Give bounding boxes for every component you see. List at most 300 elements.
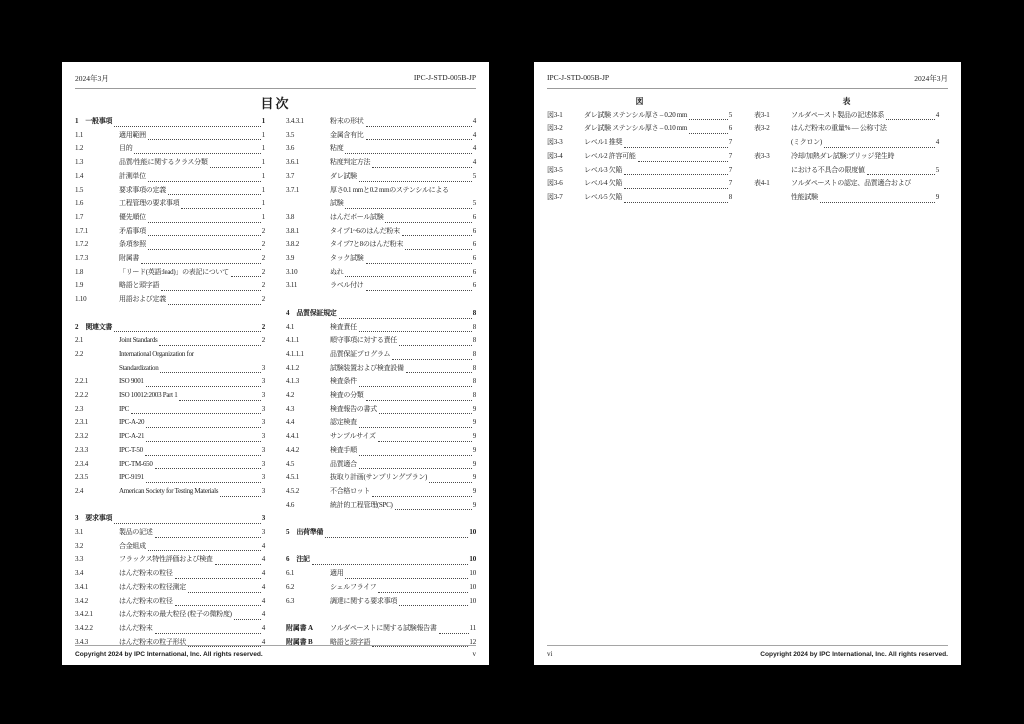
toc-entry: [286, 416, 476, 430]
dot-leader: [141, 263, 261, 264]
entry-number: 2.3.4: [75, 459, 89, 468]
toc-entry: [754, 122, 939, 149]
dot-leader: [325, 537, 468, 538]
toc-entry-line: 目的 1: [119, 144, 265, 153]
entry-number: 図3-6: [547, 179, 563, 188]
dot-leader: [689, 133, 727, 134]
entry-number: 2.2.1: [75, 377, 89, 386]
dot-leader: [345, 578, 468, 579]
entry-number: 1.7.2: [75, 240, 89, 249]
toc-entry: [286, 184, 476, 211]
toc-entry: [286, 622, 476, 636]
dot-leader: [359, 468, 472, 469]
toc-entry: [75, 485, 265, 499]
entry-number: 5: [286, 528, 290, 537]
dot-leader: [395, 509, 472, 510]
toc-entry-line: 出荷準備 10: [296, 528, 476, 537]
entry-number: 図3-5: [547, 165, 563, 174]
toc-entry-line: レベル2 許容可能 7: [584, 151, 732, 160]
toc-entry: [75, 608, 265, 622]
entry-number: 1.10: [75, 295, 87, 304]
toc-entry: [75, 471, 265, 485]
entry-number: 4.1.1: [286, 336, 300, 345]
dot-leader: [339, 318, 472, 319]
toc-entry: [75, 238, 265, 252]
dot-leader: [372, 496, 472, 497]
entry-number: 3.4.1: [75, 582, 89, 591]
tables-list: [754, 109, 939, 205]
toc-entry: [75, 553, 265, 567]
dot-leader: [155, 633, 261, 634]
entry-number: 3.4: [75, 569, 84, 578]
dot-leader: [867, 174, 935, 175]
header-doc-id: IPC-J-STD-005B-JP: [547, 73, 610, 82]
toc-entry-line: ダレ試験 5: [330, 171, 476, 180]
toc-entry-line: 調達に関する要求事項 10: [330, 596, 476, 605]
entry-number: 3.4.3: [75, 637, 89, 646]
toc-entry-line: サンプルサイズ 9: [330, 432, 476, 441]
toc-entry: [75, 622, 265, 636]
toc-entry-line: 冷却/加熱ダレ試験:ブリッジ発生時: [791, 151, 895, 160]
toc-entry-line: Standardization 3: [119, 363, 265, 372]
toc-entry-line: はんだ粉末の粒径測定 4: [119, 582, 265, 591]
figures-heading: 図: [635, 97, 644, 106]
entry-number: 2.3.5: [75, 473, 89, 482]
entry-number: 2.2.2: [75, 391, 89, 400]
toc-entry-line: 粘度 4: [330, 144, 476, 153]
entry-number: 3.4.3.1: [286, 117, 304, 125]
toc-entry: [754, 150, 939, 177]
dot-leader: [624, 147, 728, 148]
toc-entry-line: はんだボール試験 6: [330, 212, 476, 221]
toc-entry-line: American Society for Testing Materials 3: [119, 486, 265, 495]
toc-entry-line: 検査条件 8: [330, 377, 476, 386]
entry-number: 3.4.2.1: [75, 610, 93, 619]
copyright-notice: Copyright 2024 by IPC International, Inc. All rights reserved.: [760, 651, 948, 658]
entry-number: 4.1.1.1: [286, 349, 304, 358]
toc-entry-line: 粘度判定方法 4: [330, 158, 476, 167]
dot-leader: [624, 188, 728, 189]
toc-entry: [547, 109, 732, 123]
entry-number: 1.4: [75, 171, 84, 180]
toc-entry: [286, 142, 476, 156]
toc-entry-line: ラベル付け 6: [330, 281, 476, 290]
dot-leader: [405, 249, 472, 250]
toc-entry-line: 注記 10: [296, 555, 476, 564]
entry-number: 1.1: [75, 130, 84, 139]
dot-leader: [378, 592, 468, 593]
entry-number: 6: [286, 555, 290, 564]
toc-entry-line: ソルダペーストの認定、品質適合および: [791, 179, 911, 188]
toc-entry-line: レベル3 欠陥 7: [584, 165, 732, 174]
entry-number: 3.2: [75, 541, 84, 550]
dot-leader: [359, 455, 472, 456]
toc-entry-line: タイプ1~6のはんだ粉末 6: [330, 226, 476, 235]
entry-number: 4.4.2: [286, 445, 300, 454]
toc-entry: [75, 512, 265, 526]
page-header: [547, 70, 948, 84]
entry-number: 3.7.1: [286, 185, 300, 194]
entry-number: 2.3.3: [75, 445, 89, 454]
toc-entry-line: 製品の記述 3: [119, 528, 265, 537]
toc-entry-line: 「リード(英語:lead)」の表記について 2: [119, 267, 265, 276]
toc-entry-line: レベル5 欠陥 8: [584, 192, 732, 201]
toc-entry: [75, 375, 265, 389]
entry-number: 図3-4: [547, 151, 563, 160]
toc-entry: [547, 191, 732, 205]
toc-entry-line: 抜取り計画(サンプリングプラン) 9: [330, 473, 476, 482]
toc-entry: [286, 458, 476, 472]
dot-leader: [148, 249, 261, 250]
toc-entry: [286, 115, 476, 129]
entry-number: 1.3: [75, 158, 84, 167]
entry-number: 4.1: [286, 322, 295, 331]
dot-leader: [145, 455, 261, 456]
page-header: [75, 70, 476, 84]
entry-number: 1.7.3: [75, 254, 89, 263]
dot-leader: [220, 496, 261, 497]
entry-number: 3.10: [286, 267, 298, 276]
entry-number: 3.9: [286, 254, 295, 263]
toc-entry-line: 検査責任 8: [330, 322, 476, 331]
dot-leader: [148, 222, 261, 223]
toc-entry-line: 性能試験 9: [791, 192, 939, 201]
dot-leader: [114, 126, 261, 127]
dot-leader: [392, 359, 471, 360]
toc-entry: [286, 334, 476, 348]
dot-leader: [385, 222, 471, 223]
toc-entry: [286, 225, 476, 239]
entry-number: 表3-3: [754, 151, 770, 160]
dot-leader: [366, 400, 472, 401]
toc-entry-line: における不具合の限度値 5: [791, 165, 939, 174]
toc-entry-line: 粉末の形状 4: [330, 117, 476, 125]
toc-entry-line: はんだ粉末の粒子形状 4: [119, 637, 265, 646]
toc-entry-line: 計測単位 1: [119, 171, 265, 180]
toc-entry: [75, 279, 265, 293]
toc-entry: [286, 170, 476, 184]
dot-leader: [146, 427, 260, 428]
toc-entry: [286, 403, 476, 417]
toc-entry: [286, 252, 476, 266]
toc-entry: [75, 430, 265, 444]
tables-column: [754, 95, 939, 205]
copyright-notice: Copyright 2024 by IPC International, Inc. All rights reserved.: [75, 651, 263, 658]
right-page: [534, 62, 961, 665]
dot-leader: [231, 276, 261, 277]
header-rule: [547, 88, 948, 89]
toc-entry-line: 試験装置および検査設備 8: [330, 363, 476, 372]
entry-number: 4.6: [286, 500, 295, 509]
toc-entry-line: はんだ粉末の重量% — 公称寸法: [791, 124, 887, 133]
dot-leader: [359, 181, 472, 182]
toc-entry: [547, 164, 732, 178]
dot-leader: [148, 550, 261, 551]
toc-entry-line: Joint Standards 2: [119, 336, 265, 345]
dot-leader: [131, 413, 261, 414]
toc-entry: [286, 348, 476, 362]
dot-leader: [378, 441, 472, 442]
toc-entry-line: 附属書 2: [119, 254, 265, 263]
entry-number: 3.1: [75, 528, 84, 537]
dot-leader: [312, 564, 469, 565]
toc-entry: [286, 471, 476, 485]
dot-leader: [159, 345, 260, 346]
toc-title: 目次: [260, 96, 291, 111]
entry-number: 2.3.1: [75, 418, 89, 427]
toc-entry: [75, 595, 265, 609]
dot-leader: [399, 345, 472, 346]
toc-entry-line: タック試験 6: [330, 254, 476, 263]
entry-number: 2.3: [75, 404, 84, 413]
toc-entry: [286, 567, 476, 581]
entry-number: 4.4: [286, 418, 295, 427]
entry-number: 4.5.2: [286, 486, 300, 495]
dot-leader: [179, 400, 260, 401]
toc-entry: [286, 485, 476, 499]
dot-leader: [146, 482, 261, 483]
toc-entry: [75, 184, 265, 198]
entry-number: 附属書 B: [286, 637, 313, 646]
toc-entry: [75, 581, 265, 595]
dot-leader: [429, 482, 472, 483]
toc-entry: [75, 156, 265, 170]
entry-number: 1.7: [75, 212, 84, 221]
dot-leader: [175, 605, 261, 606]
dot-leader: [372, 167, 471, 168]
toc-entry: [754, 109, 939, 123]
toc-entry-line: ソルダペースト製品の記述体系 4: [791, 110, 939, 119]
entry-number: 3.8: [286, 212, 295, 221]
toc-entry: [286, 211, 476, 225]
dot-leader: [114, 523, 261, 524]
entry-number: 1: [75, 117, 79, 125]
dot-leader: [624, 202, 728, 203]
toc-entry: [75, 321, 265, 335]
toc-entry: [754, 177, 939, 204]
toc-entry: [75, 540, 265, 554]
toc-entry-line: 工程管理の要求事項 1: [119, 199, 265, 208]
entry-number: 3: [75, 514, 79, 523]
toc-entry-line: 検査の分類 8: [330, 391, 476, 400]
entry-number: 2: [75, 322, 79, 331]
entry-number: 附属書 A: [286, 623, 313, 632]
toc-entry-line: 順守事項に対する責任 8: [330, 336, 476, 345]
toc-entry: [547, 122, 732, 136]
dot-leader: [359, 331, 472, 332]
dot-leader: [146, 386, 261, 387]
toc-entry-line: 適用 10: [330, 569, 476, 578]
toc-entry-line: 要求事項 3: [85, 514, 265, 523]
figures-list: [547, 109, 732, 205]
toc-entry-line: フラックス特性評価および検査 4: [119, 555, 265, 564]
toc-entry-line: 条項参照 2: [119, 240, 265, 249]
dot-leader: [379, 413, 472, 414]
toc-entry-line: はんだ粉末の最大粒径 (粒子の微粉度) 4: [119, 610, 265, 619]
toc-entry-line: 略語と頭字語 2: [119, 281, 265, 290]
toc-entry: [75, 225, 265, 239]
toc-entry-line: 要求事項の定義 1: [119, 185, 265, 194]
dot-leader: [689, 119, 727, 120]
toc-entry: [75, 444, 265, 458]
toc-entry-line: シェルフライフ 10: [330, 582, 476, 591]
toc-entry: [75, 526, 265, 540]
dot-leader: [148, 235, 261, 236]
dot-leader: [366, 139, 472, 140]
toc-entry: [286, 581, 476, 595]
toc-entry-line: 略語と頭字語 12: [330, 637, 476, 646]
entry-number: 3.3: [75, 555, 84, 564]
entry-number: 3.8.2: [286, 240, 300, 249]
entry-number: 4.1.3: [286, 377, 300, 386]
entry-number: 6.1: [286, 569, 295, 578]
entry-number: 2.4: [75, 486, 84, 495]
toc-entry-line: レベル4 欠陥 7: [584, 179, 732, 188]
page-number: vi: [547, 650, 553, 658]
dot-leader: [168, 304, 261, 305]
dot-leader: [366, 126, 472, 127]
toc-entry: [286, 499, 476, 513]
dot-leader: [824, 147, 935, 148]
toc-entry: [286, 129, 476, 143]
toc-columns: [75, 115, 476, 649]
toc-entry: [286, 307, 476, 321]
toc-entry: [75, 129, 265, 143]
entry-number: 表3-2: [754, 124, 770, 133]
toc-entry: [75, 170, 265, 184]
toc-entry: [75, 403, 265, 417]
figures-column: [547, 95, 732, 205]
dot-leader: [175, 578, 261, 579]
entry-number: 図3-3: [547, 138, 563, 147]
toc-entry: [75, 115, 265, 129]
tables-heading: 表: [842, 97, 851, 106]
toc-entry-line: (ミクロン) 4: [791, 138, 939, 147]
toc-entry: [75, 252, 265, 266]
header-rule: [75, 88, 476, 89]
toc-entry: [547, 136, 732, 150]
toc-entry: [286, 389, 476, 403]
entry-number: 図3-7: [547, 192, 563, 201]
entry-number: 1.5: [75, 185, 84, 194]
entry-number: 1.2: [75, 144, 84, 153]
dot-leader: [148, 139, 261, 140]
entry-number: 1.7.1: [75, 226, 89, 235]
lof-lot-columns: [547, 95, 948, 205]
toc-entry-line: 厚さ0.1 mmと0.2 mmのステンシルによる: [330, 185, 449, 194]
toc-entry: [286, 526, 476, 540]
toc-entry: [75, 197, 265, 211]
dot-leader: [345, 153, 471, 154]
entry-number: 図3-2: [547, 124, 563, 133]
toc-entry-line: IPC 3: [119, 404, 265, 413]
entry-number: 1.6: [75, 199, 84, 208]
toc-entry-line: 用語および定義 2: [119, 295, 265, 304]
toc-entry: [286, 595, 476, 609]
dot-leader: [345, 208, 471, 209]
dot-leader: [134, 153, 260, 154]
toc-entry-line: ダレ試験 ステンシル厚さ – 0.20 mm 5: [584, 110, 732, 119]
header-doc-id: IPC-J-STD-005B-JP: [413, 73, 476, 82]
entry-number: 1.8: [75, 267, 84, 276]
page-number: v: [472, 650, 476, 658]
entry-number: 3.11: [286, 281, 298, 290]
entry-number: 3.8.1: [286, 226, 300, 235]
toc-entry-line: 試験 5: [330, 199, 476, 208]
toc-entry: [75, 389, 265, 403]
entry-number: 3.4.2: [75, 596, 89, 605]
dot-leader: [359, 386, 472, 387]
toc-entry-line: 品質保証規定 8: [296, 308, 476, 317]
toc-entry-line: タイプ7と8のはんだ粉末 6: [330, 240, 476, 249]
toc-entry: [75, 334, 265, 348]
header-date: 2024年3月: [75, 74, 109, 83]
entry-number: 3.5: [286, 130, 295, 139]
dot-leader: [638, 161, 728, 162]
toc-entry-line: 適用範囲 1: [119, 130, 265, 139]
toc-entry-line: 矛盾事項 2: [119, 226, 265, 235]
entry-number: 2.3.2: [75, 432, 89, 441]
toc-entry: [286, 266, 476, 280]
toc-entry: [75, 211, 265, 225]
toc-entry-line: 品質適合 9: [330, 459, 476, 468]
toc-entry-line: ダレ試験 ステンシル厚さ – 0.10 mm 6: [584, 124, 732, 133]
toc-entry-line: はんだ粉末 4: [119, 623, 265, 632]
toc-entry-line: 合金組成 4: [119, 541, 265, 550]
entry-number: 4.1.2: [286, 363, 300, 372]
toc-entry-line: 検査手順 9: [330, 445, 476, 454]
dot-leader: [399, 605, 468, 606]
toc-entry: [286, 375, 476, 389]
dot-leader: [402, 235, 472, 236]
dot-leader: [160, 372, 260, 373]
dot-leader: [345, 276, 471, 277]
toc-column-2: [286, 115, 476, 649]
entry-number: 4.5: [286, 459, 295, 468]
toc-entry-line: 品質保証プログラム 8: [330, 349, 476, 358]
page-footer: [547, 645, 948, 658]
dot-leader: [148, 181, 261, 182]
entry-number: 4.3: [286, 404, 295, 413]
toc-entry: [286, 279, 476, 293]
toc-entry: [286, 444, 476, 458]
dot-leader: [188, 592, 261, 593]
entry-number: 表3-1: [754, 110, 770, 119]
dot-leader: [181, 208, 260, 209]
toc-entry-line: 検査報告の書式 9: [330, 404, 476, 413]
toc-entry-line: IPC-A-21 3: [119, 432, 265, 441]
left-page: [62, 62, 489, 665]
page-footer: [75, 645, 476, 658]
dot-leader: [168, 194, 261, 195]
toc-entry: [286, 430, 476, 444]
dot-leader: [820, 202, 935, 203]
dot-leader: [406, 372, 472, 373]
toc-entry-line: 関連文書 2: [85, 322, 265, 331]
toc-entry-line: ぬれ 6: [330, 267, 476, 276]
entry-number: 3.4.2.2: [75, 623, 93, 632]
toc-entry-line: ソルダペーストに関する試験報告書 11: [330, 623, 476, 632]
toc-entry-line: ISO 10012:2003 Part 1 3: [119, 391, 265, 400]
dot-leader: [155, 537, 261, 538]
dot-leader: [366, 263, 472, 264]
dot-leader: [210, 167, 261, 168]
entry-number: 6.2: [286, 582, 295, 591]
dot-leader: [215, 564, 261, 565]
header-date: 2024年3月: [914, 74, 948, 83]
toc-entry: [547, 150, 732, 164]
toc-entry: [75, 266, 265, 280]
